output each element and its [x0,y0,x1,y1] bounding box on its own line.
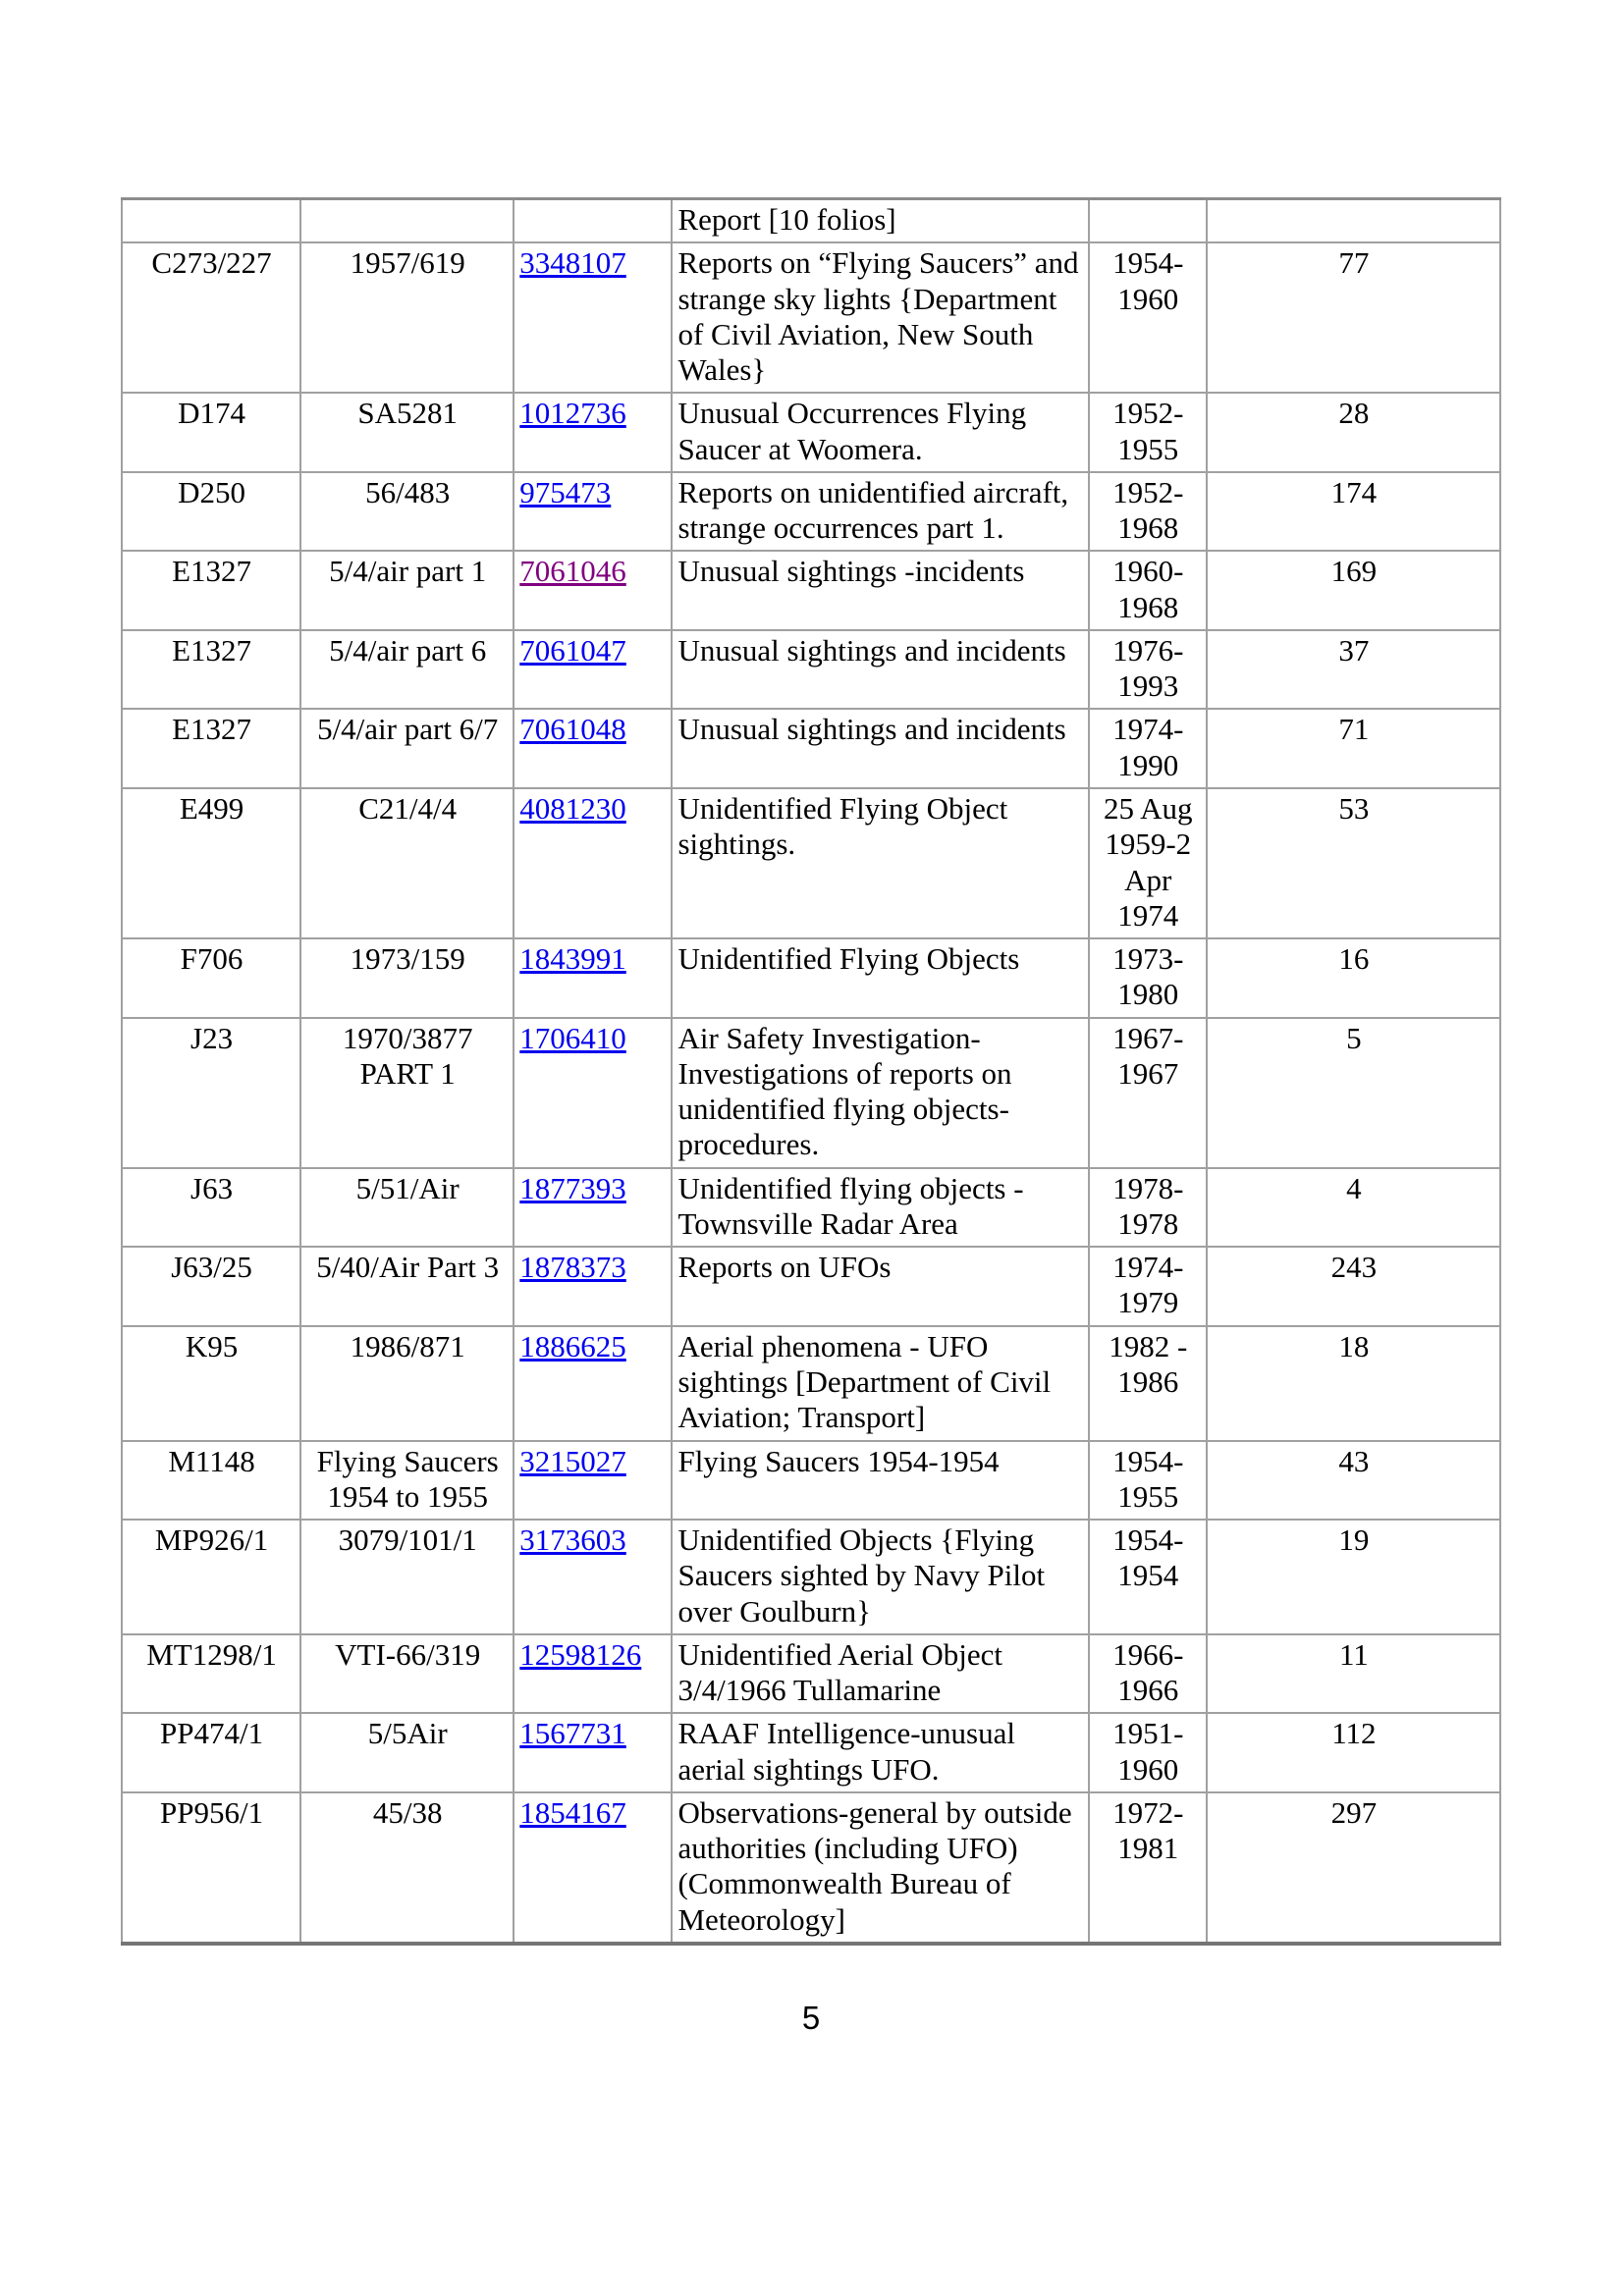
barcode-link[interactable]: 3173603 [519,1522,626,1558]
series-cell: F706 [122,938,300,1018]
barcode-cell [514,1792,672,1944]
folio-count-cell [1207,199,1500,243]
folio-count-cell: 11 [1207,1634,1500,1714]
folio-count-cell: 112 [1207,1713,1500,1792]
control-symbol-cell: 1986/871 [300,1326,514,1441]
folio-count-cell: 4 [1207,1168,1500,1248]
folio-count-cell: 37 [1207,630,1500,710]
series-cell: C273/227 [122,242,300,393]
series-cell: PP956/1 [122,1792,300,1944]
barcode-cell [514,551,672,630]
date-range-cell: 1966-1966 [1089,1634,1207,1714]
control-symbol-cell: 1973/159 [300,938,514,1018]
title-cell: Unusual sightings and incidents [672,709,1088,788]
barcode-cell [514,199,672,243]
barcode-link[interactable]: 1854167 [519,1794,626,1830]
folio-count-cell: 71 [1207,709,1500,788]
barcode-link[interactable]: 7061048 [519,712,626,747]
table-row [122,242,1500,393]
series-cell: D174 [122,393,300,472]
control-symbol-cell: 1970/3877 PART 1 [300,1018,514,1168]
control-symbol-cell: SA5281 [300,393,514,472]
series-cell: M1148 [122,1441,300,1521]
barcode-link[interactable]: 3348107 [519,245,626,281]
barcode-cell [514,938,672,1018]
date-range-cell: 1954-1954 [1089,1520,1207,1634]
control-symbol-cell: VTI-66/319 [300,1634,514,1714]
barcode-link[interactable]: 975473 [519,474,612,509]
barcode-link[interactable]: 1706410 [519,1020,626,1055]
control-symbol-cell: 5/4/air part 6/7 [300,709,514,788]
barcode-cell [514,1520,672,1634]
control-symbol-cell: Flying Saucers 1954 to 1955 [300,1441,514,1521]
barcode-cell [514,1713,672,1792]
title-cell: Reports on “Flying Saucers” and strange sky lights {Department of Civil Aviation, New South Wales} [672,242,1088,393]
table-row [122,938,1500,1018]
series-cell: E1327 [122,709,300,788]
title-cell: Flying Saucers 1954-1954 [672,1441,1088,1521]
barcode-cell [514,1168,672,1248]
folio-count-cell: 243 [1207,1247,1500,1326]
table-row [122,472,1500,552]
barcode-link[interactable]: 7061046 [519,554,626,589]
table-row [122,1441,1500,1521]
series-cell: J63/25 [122,1247,300,1326]
barcode-link[interactable]: 1843991 [519,941,626,977]
series-cell: MP926/1 [122,1520,300,1634]
title-cell: Unidentified Flying Object sightings. [672,788,1088,938]
barcode-cell [514,630,672,710]
series-cell: J63 [122,1168,300,1248]
series-cell: MT1298/1 [122,1634,300,1714]
date-range-cell: 1952-1955 [1089,393,1207,472]
barcode-cell [514,242,672,393]
barcode-link[interactable]: 1878373 [519,1250,626,1285]
title-cell: Unusual sightings -incidents [672,551,1088,630]
barcode-link[interactable]: 1012736 [519,396,626,431]
title-cell: Unidentified Objects {Flying Saucers sighted by Navy Pilot over Goulburn} [672,1520,1088,1634]
date-range-cell: 1978-1978 [1089,1168,1207,1248]
folio-count-cell: 43 [1207,1441,1500,1521]
control-symbol-cell: 45/38 [300,1792,514,1944]
barcode-link[interactable]: 1877393 [519,1170,626,1205]
records-table [121,197,1501,1946]
control-symbol-cell: 1957/619 [300,242,514,393]
title-cell: Unusual Occurrences Flying Saucer at Woomera. [672,393,1088,472]
folio-count-cell: 77 [1207,242,1500,393]
date-range-cell [1089,199,1207,243]
control-symbol-cell: 5/51/Air [300,1168,514,1248]
barcode-cell [514,1247,672,1326]
barcode-link[interactable]: 1567731 [519,1716,626,1751]
title-cell: Aerial phenomena - UFO sightings [Department of Civil Aviation; Transport] [672,1326,1088,1441]
barcode-link[interactable]: 7061047 [519,632,626,667]
series-cell: E1327 [122,551,300,630]
barcode-cell [514,1441,672,1521]
series-cell: D250 [122,472,300,552]
control-symbol-cell: C21/4/4 [300,788,514,938]
table-row [122,1168,1500,1248]
table-row [122,199,1500,243]
series-cell: E499 [122,788,300,938]
title-cell: Report [10 folios] [672,199,1088,243]
table-row [122,1520,1500,1634]
table-row [122,709,1500,788]
date-range-cell: 1982 - 1986 [1089,1326,1207,1441]
folio-count-cell: 169 [1207,551,1500,630]
date-range-cell: 1976-1993 [1089,630,1207,710]
date-range-cell: 1974-1990 [1089,709,1207,788]
table-row [122,1326,1500,1441]
series-cell: PP474/1 [122,1713,300,1792]
folio-count-cell: 18 [1207,1326,1500,1441]
folio-count-cell: 174 [1207,472,1500,552]
document-page [121,197,1501,2037]
date-range-cell: 1951-1960 [1089,1713,1207,1792]
folio-count-cell: 28 [1207,393,1500,472]
barcode-cell [514,788,672,938]
table-row [122,1634,1500,1714]
barcode-link[interactable]: 3215027 [519,1443,626,1478]
barcode-link[interactable]: 4081230 [519,790,626,826]
date-range-cell: 1954-1960 [1089,242,1207,393]
table-row [122,1247,1500,1326]
title-cell: Unidentified Flying Objects [672,938,1088,1018]
date-range-cell: 1972-1981 [1089,1792,1207,1944]
folio-count-cell: 16 [1207,938,1500,1018]
folio-count-cell: 53 [1207,788,1500,938]
title-cell: Unidentified Aerial Object 3/4/1966 Tullamarine [672,1634,1088,1714]
control-symbol-cell: 5/40/Air Part 3 [300,1247,514,1326]
barcode-cell [514,393,672,472]
date-range-cell: 1960-1968 [1089,551,1207,630]
control-symbol-cell: 3079/101/1 [300,1520,514,1634]
date-range-cell: 1973-1980 [1089,938,1207,1018]
barcode-cell [514,472,672,552]
control-symbol-cell: 5/4/air part 6 [300,630,514,710]
title-cell: Air Safety Investigation-Investigations of reports on unidentified flying objects-procedures. [672,1018,1088,1168]
date-range-cell: 1974-1979 [1089,1247,1207,1326]
table-row [122,630,1500,710]
table-row [122,551,1500,630]
barcode-link[interactable]: 12598126 [519,1636,642,1672]
control-symbol-cell: 5/4/air part 1 [300,551,514,630]
series-cell [122,199,300,243]
folio-count-cell: 19 [1207,1520,1500,1634]
control-symbol-cell [300,199,514,243]
date-range-cell: 1967-1967 [1089,1018,1207,1168]
table-row [122,1792,1500,1944]
title-cell: Unidentified flying objects - Townsville Radar Area [672,1168,1088,1248]
table-row [122,788,1500,938]
table-row [122,1018,1500,1168]
barcode-cell [514,1634,672,1714]
folio-count-cell: 297 [1207,1792,1500,1944]
date-range-cell: 25 Aug 1959-2 Apr 1974 [1089,788,1207,938]
title-cell: RAAF Intelligence-unusual aerial sightings UFO. [672,1713,1088,1792]
control-symbol-cell: 56/483 [300,472,514,552]
series-cell: K95 [122,1326,300,1441]
title-cell: Unusual sightings and incidents [672,630,1088,710]
table-row [122,1713,1500,1792]
barcode-link[interactable]: 1886625 [519,1328,626,1363]
table-row [122,393,1500,472]
barcode-cell [514,709,672,788]
control-symbol-cell: 5/5Air [300,1713,514,1792]
series-cell: J23 [122,1018,300,1168]
series-cell: E1327 [122,630,300,710]
folio-count-cell: 5 [1207,1018,1500,1168]
barcode-cell [514,1326,672,1441]
page-number: 5 [801,1999,821,2036]
title-cell: Observations-general by outside authorities (including UFO) (Commonwealth Bureau of Meteorology] [672,1792,1088,1944]
title-cell: Reports on UFOs [672,1247,1088,1326]
date-range-cell: 1954-1955 [1089,1441,1207,1521]
date-range-cell: 1952-1968 [1089,472,1207,552]
barcode-cell [514,1018,672,1168]
title-cell: Reports on unidentified aircraft, strange occurrences part 1. [672,472,1088,552]
